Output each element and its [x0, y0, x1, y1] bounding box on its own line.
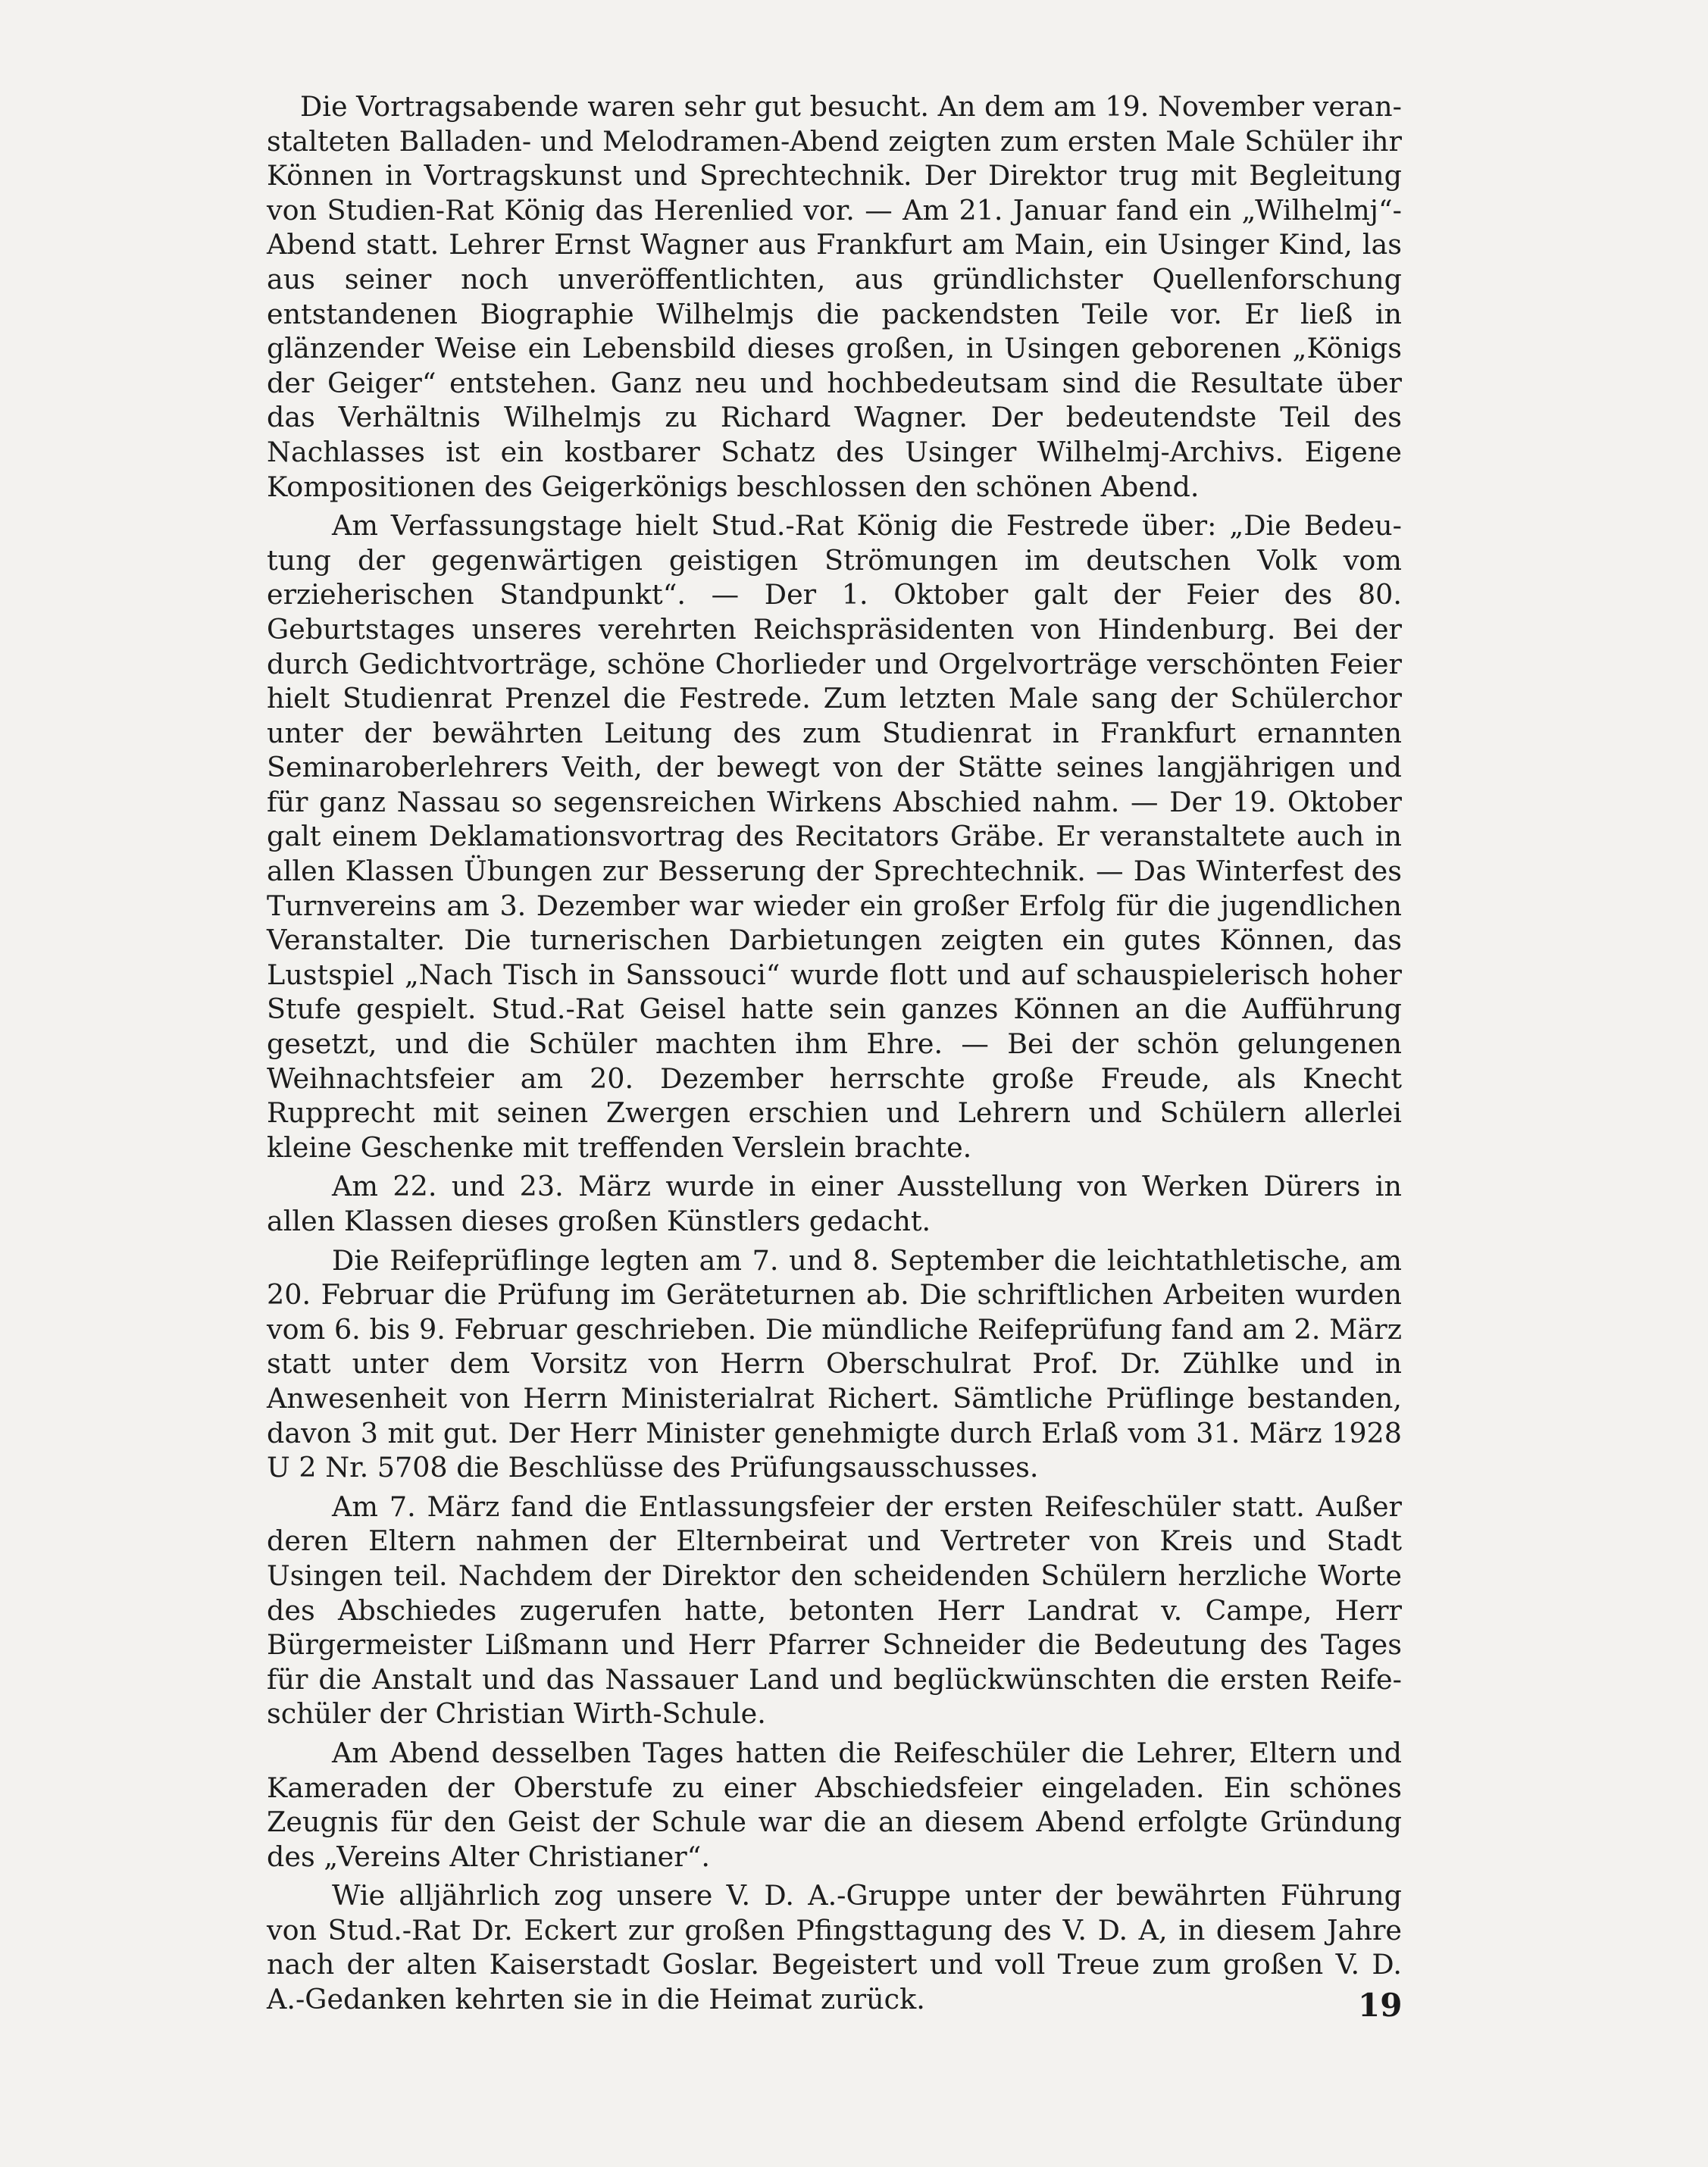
page-number: 19	[1358, 1987, 1403, 2024]
paragraph-reifepruefung: Die Reifeprüflinge legten am 7. und 8. September die leichtathletische, am 20. Februar die Prüfung im Geräteturnen ab. Die schriftlichen Arbeiten wurden vom 6. bis 9. Februar geschrieben. Die mündliche Reifeprüfung fand am 2. März statt unter dem Vorsitz von Herrn Oberschulrat Prof. Dr. Zühlke und in Anwesenheit von Herrn Ministerialrat Richert. Sämtliche Prüflinge bestanden, davon 3 mit gut. Der Herr Minister genehmigte durch Erlaß vom 31. März 1928 U 2 Nr. 5708 die Beschlüsse des Prüfungsausschusses.	[267, 1243, 1402, 1484]
paragraph-vortragsabende: Die Vortragsabende waren sehr gut besucht. An dem am 19. November veranstalteten Balladen- und Melodramen-Abend zeigten zum ersten Male Schüler ihr Können in Vortragskunst und Sprechtechnik. Der Direktor trug mit Begleitung von Studien-Rat König das Herenlied vor. — Am 21. Januar fand ein „Wilhelmj“-Abend statt. Lehrer Ernst Wagner aus Frankfurt am Main, ein Usinger Kind, las aus seiner noch unveröffentlichten, aus gründlichster Quellenforschung entstandenen Biographie Wilhelmjs die packendsten Teile vor. Er ließ in glänzender Weise ein Lebensbild dieses großen, in Usingen geborenen „Königs der Geiger“ entstehen. Ganz neu und hochbedeutsam sind die Resultate über das Verhältnis Wilhelmjs zu Richard Wagner. Der bedeutendste Teil des Nachlasses ist ein kostbarer Schatz des Usinger Wilhelmj-Archivs. Eigene Kompositionen des Geigerkönigs beschlossen den schönen Abend.	[267, 90, 1402, 503]
paragraph-duerer-ausstellung: Am 22. und 23. März wurde in einer Ausstellung von Werken Dürers in allen Klassen dieses großen Künstlers gedacht.	[267, 1170, 1402, 1237]
body-text	[267, 89, 1402, 2022]
paragraph-abschiedsfeier: Am Abend desselben Tages hatten die Reifeschüler die Lehrer, Eltern und Kameraden der Oberstufe zu einer Abschiedsfeier eingeladen. Ein schönes Zeugnis für den Geist der Schule war die an diesem Abend erfolgte Gründung des „Vereins Alter Christianer“.	[267, 1736, 1402, 1873]
paragraph-entlassungsfeier: Am 7. März fand die Entlassungsfeier der ersten Reifeschüler statt. Außer deren Eltern nahmen der Elternbeirat und Vertreter von Kreis und Stadt Usingen teil. Nachdem der Direktor den scheidenden Schülern herzliche Worte des Abschiedes zugerufen hatte, betonten Herr Landrat v. Campe, Herr Bürgermeister Lißmann und Herr Pfarrer Schneider die Bedeutung des Tages für die Anstalt und das Nassauer Land und beglückwünschten die ersten Reifeschüler der Christian Wirth-Schule.	[267, 1490, 1402, 1731]
paragraph-vda-gruppe: Wie alljährlich zog unsere V. D. A.-Gruppe unter der bewährten Führung von Stud.-Rat Dr. Eckert zur großen Pfingsttagung des V. D. A, in diesem Jahre nach der alten Kaiserstadt Goslar. Begeistert und voll Treue zum großen V. D. A.-Gedanken kehrten sie in die Heimat zurück.	[267, 1879, 1402, 2016]
paragraph-verfassungstag: Am Verfassungstage hielt Stud.-Rat König die Festrede über: „Die Bedeutung der gegenwärtigen geistigen Strömungen im deutschen Volk vom erzieherischen Standpunkt“. — Der 1. Oktober galt der Feier des 80. Geburtstages unseres verehrten Reichspräsidenten von Hindenburg. Bei der durch Gedichtvorträge, schöne Chorlieder und Orgelvorträge verschönten Feier hielt Studienrat Prenzel die Festrede. Zum letzten Male sang der Schülerchor unter der bewährten Leitung des zum Studienrat in Frankfurt ernannten Seminaroberlehrers Veith, der bewegt von der Stätte seines langjährigen und für ganz Nassau so segensreichen Wirkens Abschied nahm. — Der 19. Oktober galt einem Deklamationsvortrag des Recitators Gräbe. Er veranstaltete auch in allen Klassen Übungen zur Besserung der Sprechtechnik. — Das Winterfest des Turnvereins am 3. Dezember war wieder ein großer Erfolg für die jugendlichen Veranstalter. Die turnerischen Darbietungen zeigten ein gutes Können, das Lustspiel „Nach Tisch in Sanssouci“ wurde flott und auf schauspielerisch hoher Stufe gespielt. Stud.-Rat Geisel hatte sein ganzes Können an die Aufführung gesetzt, und die Schüler machten ihm Ehre. — Bei der schön gelungenen Weihnachtsfeier am 20. Dezember herrschte große Freude, als Knecht Rupprecht mit seinen Zwergen erschien und Lehrern und Schülern allerlei kleine Geschenke mit treffenden Verslein brachte.	[267, 509, 1402, 1164]
